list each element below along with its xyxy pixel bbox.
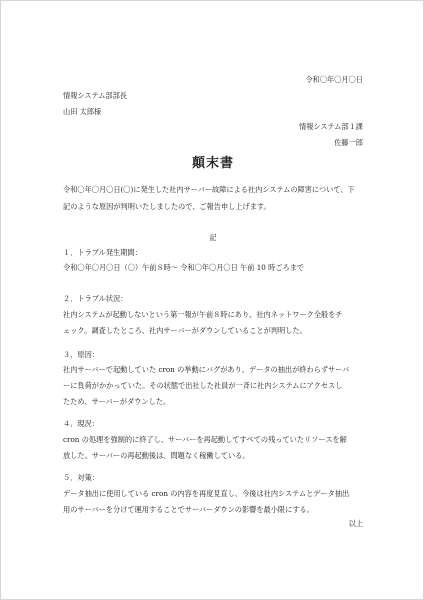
section-body-line: ェック。調査したところ、社内サーバーがダウンしていることが判明した。: [63, 326, 307, 335]
recipient-title: 情報システム部部長: [63, 91, 127, 100]
section-heading: ３．原因：: [63, 350, 99, 359]
section-heading: ２．トラブル状況：: [63, 294, 128, 303]
section-heading: ５．対策：: [63, 473, 99, 482]
section-heading: １．トラブル発生期間：: [63, 248, 142, 257]
section-body-line: 社内サーバーで起動していた cron の挙動にバグがあり、データの抽出が終わらずサーバ: [63, 365, 350, 374]
section-body-line: 放した。サーバーの再起動後は、問題なく稼働している。: [63, 451, 250, 460]
section-body-line: cron の処理を強制的に終了し、サーバーを再起動してすべての残っていたリソースを解: [63, 435, 347, 444]
section-body-line: 令和〇年〇月〇日（〇）午前８時〜 令和〇年〇月〇日 午前 10 時ごろまで: [63, 263, 305, 272]
intro-line: 令和〇年〇月〇日(〇)に発生した社内サーバー故障による社内システムの障害について、下: [63, 185, 355, 194]
page-title: 顛末書: [191, 156, 234, 171]
section-heading: ４．現況：: [63, 419, 99, 428]
section-body-line: データ抽出に使用している cron の内容を再度見直し、今後は社内システムとデータ抽出: [63, 489, 350, 498]
section-body-line: ーに負荷がかかっていた。その状態で出社した社員が一斉に社内システムにアクセスし: [63, 381, 343, 390]
section-body-line: たため、サーバーがダウンした。: [63, 397, 171, 406]
section-body-line: 用のサーバーを分けて運用することでサーバーダウンの影響を最小限にする。: [63, 505, 314, 514]
closing-mark: 以上: [348, 519, 363, 528]
document-date: 令和〇年〇月〇日: [305, 75, 363, 84]
sender-name: 佐藤一郎: [334, 138, 363, 147]
ki-heading: 記: [209, 233, 217, 242]
intro-line: 記のような原因が判明いたしましたので、ご報告申し上げます。: [63, 202, 271, 211]
recipient-name: 山田 太郎様: [63, 107, 102, 116]
section-body-line: 社内システムが起動しないという第一報が午前８時にあり、社内ネットワーク全般をチ: [63, 310, 343, 319]
sender-department: 情報システム部１課: [299, 122, 363, 131]
